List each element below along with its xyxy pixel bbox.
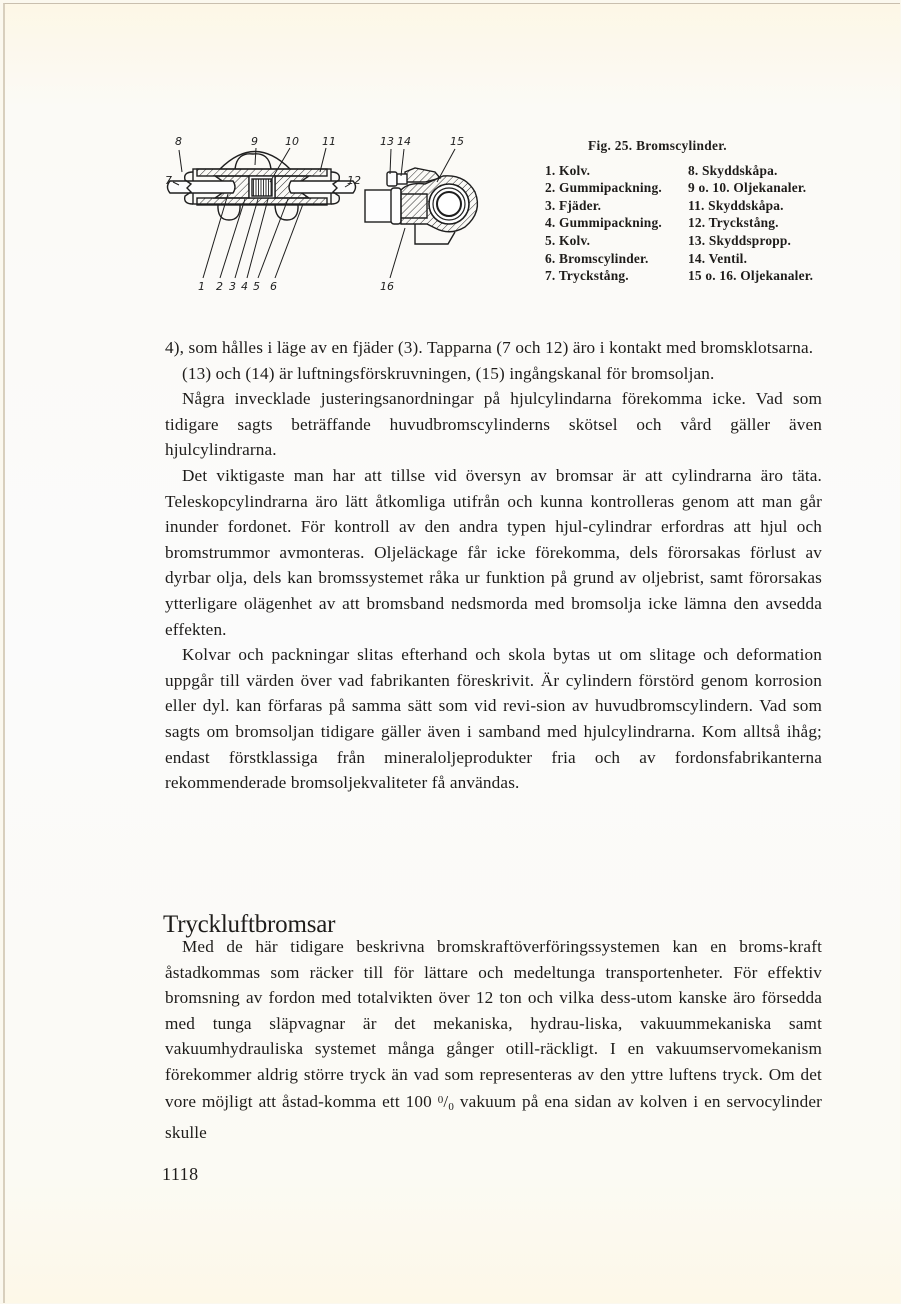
svg-text:10: 10 bbox=[285, 135, 299, 148]
paragraph: Några invecklade justeringsanordningar på hjulcylindarna förekomma icke. Vad som tidigare sagts beträffande huvudbromscylinderns skötsel och vård gäller även hjulcylindrarna. bbox=[165, 389, 822, 460]
caption-title: Fig. 25. Bromscylinder. bbox=[588, 138, 727, 153]
svg-text:2: 2 bbox=[216, 280, 223, 293]
legend-item: 7. Tryckstång. bbox=[545, 268, 629, 284]
legend-item: 4. Gummipackning. bbox=[545, 215, 662, 231]
paragraph: Med de här tidigare beskrivna bromskraftöverföringssystemen kan en broms-kraft åstadkommas som räcker till för lättare och medeltunga transportenheter. För effektiv bromsning av fordon med totalvikten över 12 ton och vilka dess-utom kanske äro försedda med tunga släpvagnar är det mekaniska, hydrau-liska, vakuummekaniska samt vakuumhydrauliska systemet många gånger otill-räckligt. I en vakuumservomekanism förekommer aldrig större tryck än vad som representeras av den yttre luftens tryck. Om det vore möjligt att åstad-komma ett 100 $^0$/0 vakuum på ena sidan av kolven i en servocylinder skulle bbox=[165, 937, 823, 1143]
paragraph: 4), som hålles i läge av en fjäder (3). Tapparna (7 och 12) äro i kontakt med bromsklotsarna. bbox=[165, 338, 814, 357]
svg-text:8: 8 bbox=[175, 135, 182, 148]
svg-text:4: 4 bbox=[241, 280, 248, 293]
paragraph: (13) och (14) är luftningsförskruvningen, (15) ingångskanal för bromsoljan. bbox=[182, 363, 715, 383]
svg-text:5: 5 bbox=[253, 280, 260, 293]
page-number: 1118 bbox=[162, 1164, 199, 1184]
legend-item: 2. Gummipackning. bbox=[545, 180, 662, 196]
percent-sign-numerator: 0 bbox=[437, 1093, 444, 1106]
svg-text:16: 16 bbox=[380, 280, 394, 293]
legend-item: 14. Ventil. bbox=[688, 250, 748, 266]
legend-item: 1. Kolv. bbox=[545, 162, 591, 178]
brake-cylinder-figure bbox=[165, 132, 485, 297]
svg-text:3: 3 bbox=[229, 280, 236, 293]
legend-item: 13. Skyddspropp. bbox=[688, 232, 792, 248]
legend-item: 3. Fjäder. bbox=[545, 197, 602, 213]
svg-text:12: 12 bbox=[347, 174, 361, 187]
legend-item: 9 o. 10. Oljekanaler. bbox=[688, 180, 807, 196]
legend-item: 15 o. 16. Oljekanaler. bbox=[688, 268, 814, 284]
paragraph: Det viktigaste man har att tillse vid översyn av bromsar är att cylindrarna äro täta. Teleskopcylindrarna äro lätt åtkomliga utifrån och kunna kontrolleras genom att man går inunder fordonet. För kontroll av den andra typen hjul-cylindrar erfordras att hjul och bromstrummor avmonteras. Oljeläckage får icke förekomma, dels förorsakas förlust av dyrbar olja, dels kan bromssystemet råka ur funktion på grund av oljebrist, samt förorsakas ytterligare olägenhet av att bromsband nedsmorda med bromsolja icke lämna den avsedda effekten. bbox=[165, 465, 822, 639]
section-heading: Tryckluftbromsar bbox=[163, 910, 336, 938]
svg-text:11: 11 bbox=[322, 135, 336, 148]
svg-text:13: 13 bbox=[380, 135, 394, 148]
legend-item: 5. Kolv. bbox=[545, 232, 591, 248]
paragraph: Kolvar och packningar slitas efterhand och skola bytas ut om slitage och deformation uppgår till värden över vad fabrikanten föreskrivit. Är cylindern förstörd genom korrosion eller dyl. kan förfaras på samma sätt som vid revi-sion av huvudbromscylindern. Vad som sagts om bromsoljan tidigare gäller även i samband med hjulcylindrarna. Kom alltså ihåg; endast förstklassiga från mineraloljeprodukter fria och av fordonsfabrikanterna rekommenderade bromsoljekvaliteter få användas. bbox=[165, 645, 822, 793]
figure-legend bbox=[545, 162, 830, 285]
legend-item: 11. Skyddskåpa. bbox=[688, 197, 784, 213]
figure-caption bbox=[545, 137, 830, 285]
svg-text:1: 1 bbox=[198, 280, 205, 293]
svg-text:7: 7 bbox=[165, 174, 172, 187]
legend-item: 8. Skyddskåpa. bbox=[688, 162, 778, 178]
svg-text:9: 9 bbox=[251, 135, 258, 148]
body-text bbox=[165, 335, 822, 796]
book-page bbox=[3, 3, 900, 1303]
svg-text:14: 14 bbox=[397, 135, 411, 148]
percent-sign-slash: / bbox=[443, 1091, 449, 1111]
legend-item: 12. Tryckstång. bbox=[688, 215, 779, 231]
percent-sign-denominator: 0 bbox=[448, 1100, 454, 1113]
section-body-text bbox=[165, 934, 822, 1146]
svg-text:15: 15 bbox=[450, 135, 464, 148]
brake-cylinder-diagram-icon bbox=[165, 132, 485, 297]
svg-text:6: 6 bbox=[270, 280, 277, 293]
legend-item: 6. Bromscylinder. bbox=[545, 250, 649, 266]
